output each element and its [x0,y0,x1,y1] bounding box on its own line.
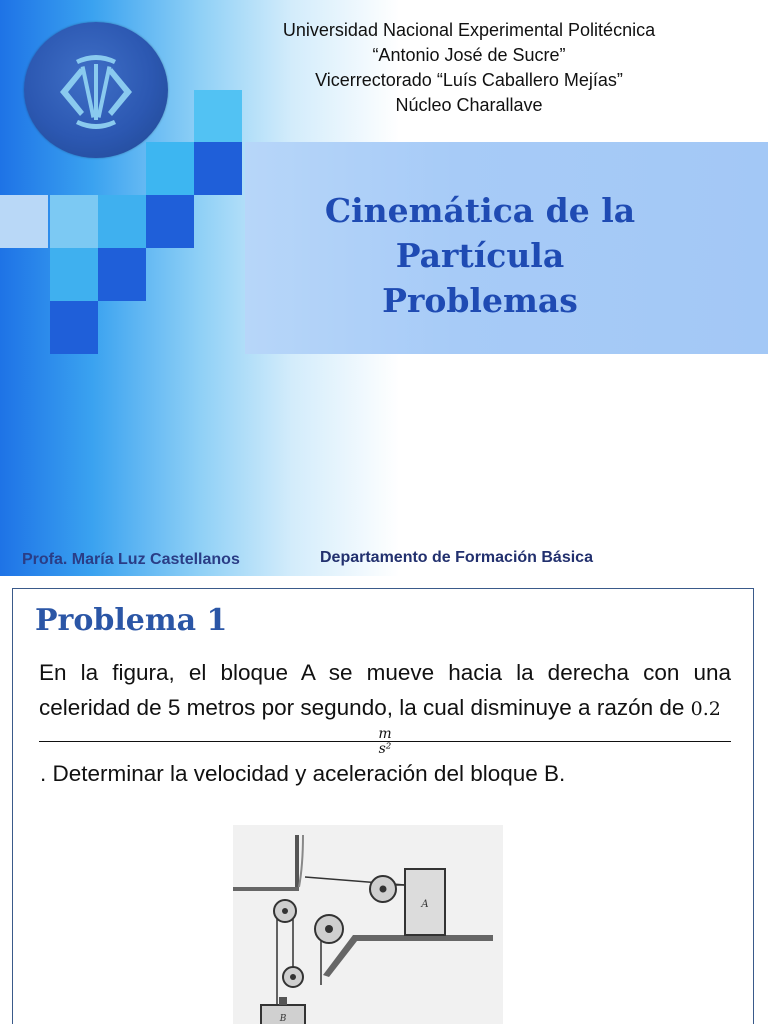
department-name: Departamento de Formación Básica [320,549,593,566]
institution-line: Núcleo Charallave [395,95,543,115]
title-line: Partícula [395,236,565,275]
pulley-diagram [233,825,503,1024]
math-value: 0.2 [690,698,721,720]
title-line: Cinemática de la [324,191,636,230]
university-logo [24,22,168,158]
institution-line: Vicerrectorado “Luís Caballero Mejías” [315,70,623,90]
title-line: Problemas [382,281,578,320]
problem-heading: Problema 1 [35,603,228,638]
institution-line: Universidad Nacional Experimental Politécnica [282,20,656,40]
mosaic-square [0,195,48,248]
author-name: Profa. María Luz Castellanos [22,551,240,568]
slide-title [245,188,715,323]
mosaic-square [98,195,146,248]
problem-statement [39,655,731,791]
math-unit-fraction [39,727,731,756]
statement-text: . Determinar la velocidad y aceleración del bloque B. [40,761,566,786]
institution-line: “Antonio José de Sucre” [372,45,566,65]
mosaic-square [146,195,194,248]
logo-emblem-icon [24,22,168,158]
mosaic-square [50,195,98,248]
pulley-figure [233,825,503,1024]
fraction-numerator: m [39,727,731,742]
mosaic-square [50,301,98,354]
mosaic-square [194,142,242,195]
mosaic-square [98,248,146,301]
problem-slide [12,588,754,1024]
institution-header [170,18,768,118]
mosaic-square [50,248,98,301]
block-a-label: A [421,899,429,910]
statement-text: En la figura, el bloque A se mueve hacia la derecha con una celeridad de 5 metros por segundo, la cual disminuye a razón de [39,660,731,720]
block-b-label: B [279,1014,287,1024]
fraction-denominator: s² [378,741,392,757]
